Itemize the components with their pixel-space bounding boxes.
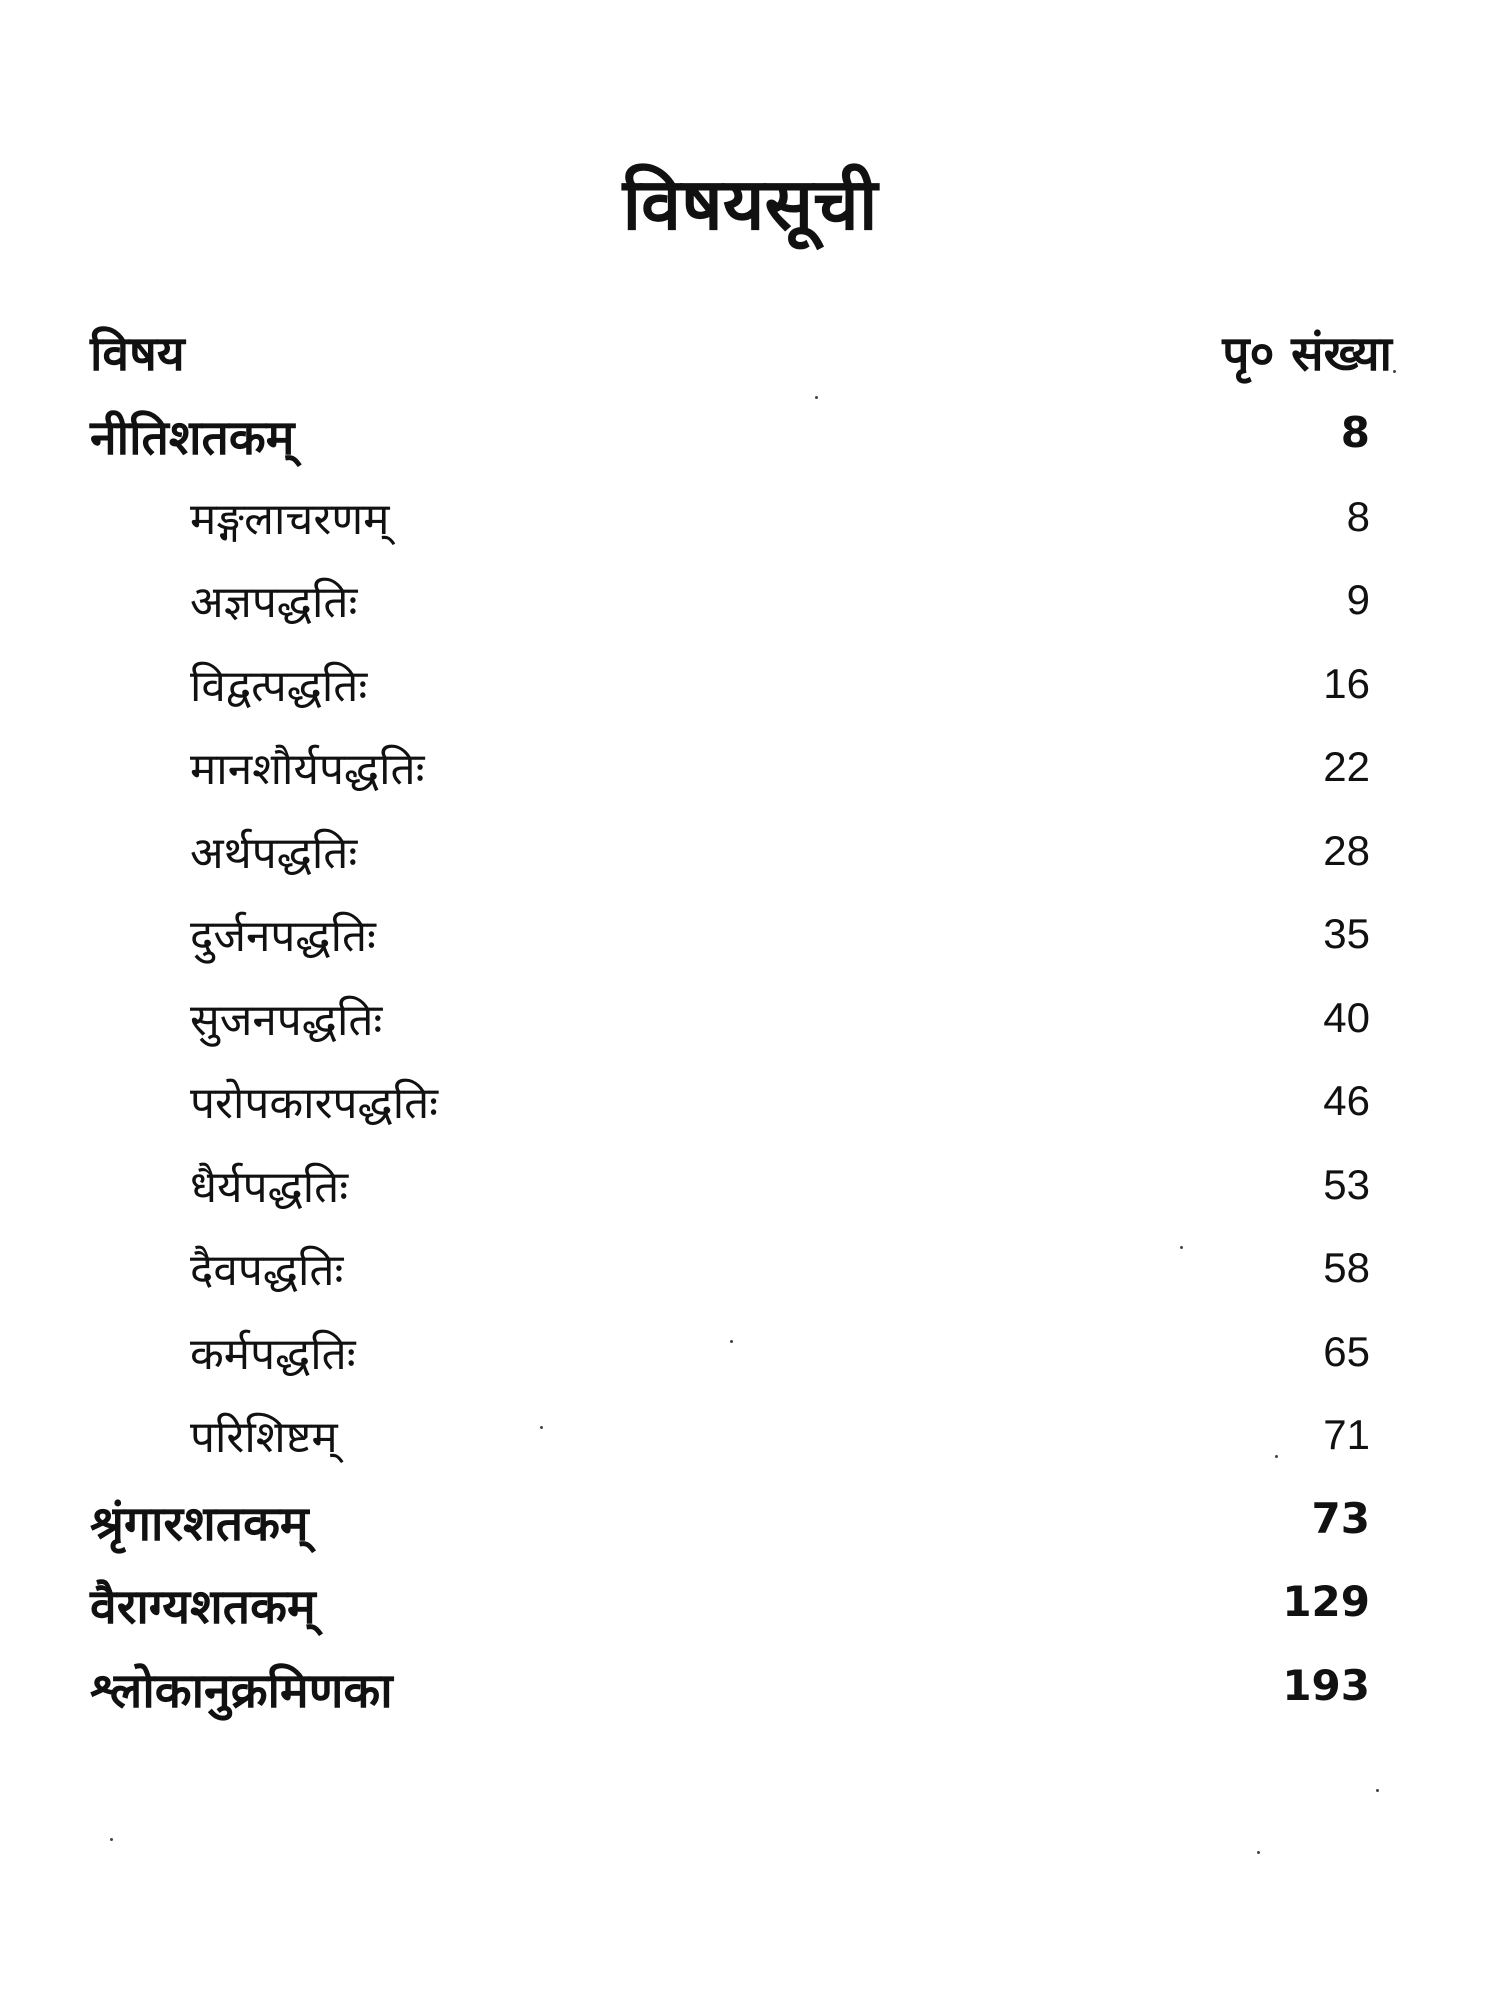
toc-subsection-row: [0, 565, 1500, 649]
scan-speck: [730, 1340, 733, 1343]
entry-page-number: 16: [1323, 659, 1370, 707]
entry-page-number: 193: [1282, 1660, 1370, 1710]
scan-speck: [1180, 1246, 1183, 1249]
toc-subsection-row: [0, 1150, 1500, 1234]
toc-section-row: [0, 1651, 1500, 1735]
toc-subsection-row: [0, 983, 1500, 1067]
scan-speck: [815, 396, 818, 399]
entry-title: दैवपद्धतिः: [190, 1245, 344, 1296]
entry-title: श्लोकानुक्रमिणका: [90, 1662, 393, 1719]
toc-section-row: [0, 398, 1500, 482]
entry-title: कर्मपद्धतिः: [190, 1328, 356, 1380]
entry-page-number: 35: [1323, 910, 1370, 957]
entry-page-number: 40: [1323, 993, 1370, 1041]
entry-title: परिशिष्टम्: [190, 1412, 338, 1463]
entry-title: मङ्गलाचरणम्: [190, 493, 390, 545]
toc-subsection-row: [0, 816, 1500, 900]
toc-subsection-row: [0, 649, 1500, 733]
toc-section-row: [0, 1484, 1500, 1568]
entry-title: मानशौर्यपद्धतिः: [190, 744, 425, 795]
entry-title: विद्वत्पद्धतिः: [190, 660, 368, 712]
entry-page-number: 8: [1346, 492, 1370, 540]
toc-subsection-row: [0, 482, 1500, 566]
toc-subsection-row: [0, 1317, 1500, 1401]
scan-speck: [110, 1838, 113, 1841]
entry-page-number: 71: [1323, 1411, 1370, 1458]
entry-page-number: 8: [1340, 408, 1370, 457]
entry-title: सुजनपद्धतिः: [190, 994, 383, 1046]
entry-page-number: 129: [1282, 1577, 1370, 1626]
entry-title: अर्थपद्धतिः: [190, 827, 358, 879]
entry-title: नीतिशतकम्: [90, 410, 295, 466]
entry-page-number: 58: [1323, 1244, 1370, 1291]
toc-subsection-row: [0, 1066, 1500, 1150]
page-title: विषयसूची: [622, 162, 878, 247]
topic-column-header: विषय: [90, 326, 185, 382]
scan-speck: [1376, 1789, 1379, 1792]
table-of-contents: [0, 398, 1500, 1734]
page-number-column-header: पृ० संख्या: [1222, 326, 1392, 382]
entry-page-number: 46: [1323, 1077, 1370, 1124]
entry-title: अज्ञपद्धतिः: [190, 577, 358, 628]
entry-page-number: 53: [1323, 1160, 1370, 1208]
scan-speck: [1275, 1455, 1278, 1458]
toc-subsection-row: [0, 899, 1500, 983]
scan-speck: [1393, 370, 1396, 373]
entry-title: परोपकारपद्धतिः: [190, 1078, 439, 1129]
toc-subsection-row: [0, 732, 1500, 816]
scan-speck: [540, 1426, 543, 1429]
toc-section-row: [0, 1567, 1500, 1651]
entry-title: दुर्जनपद्धतिः: [190, 911, 376, 962]
entry-page-number: 28: [1323, 826, 1370, 874]
toc-subsection-row: [0, 1233, 1500, 1317]
entry-title: वैराग्यशतकम्: [90, 1579, 316, 1635]
entry-title: श्रृंगारशतकम्: [90, 1495, 309, 1552]
entry-page-number: 22: [1323, 743, 1370, 790]
scan-speck: [1257, 1851, 1260, 1854]
entry-page-number: 9: [1346, 576, 1370, 623]
entry-title: धैर्यपद्धतिः: [190, 1161, 349, 1213]
toc-subsection-row: [0, 1400, 1500, 1484]
entry-page-number: 73: [1311, 1493, 1370, 1543]
entry-page-number: 65: [1323, 1327, 1370, 1375]
